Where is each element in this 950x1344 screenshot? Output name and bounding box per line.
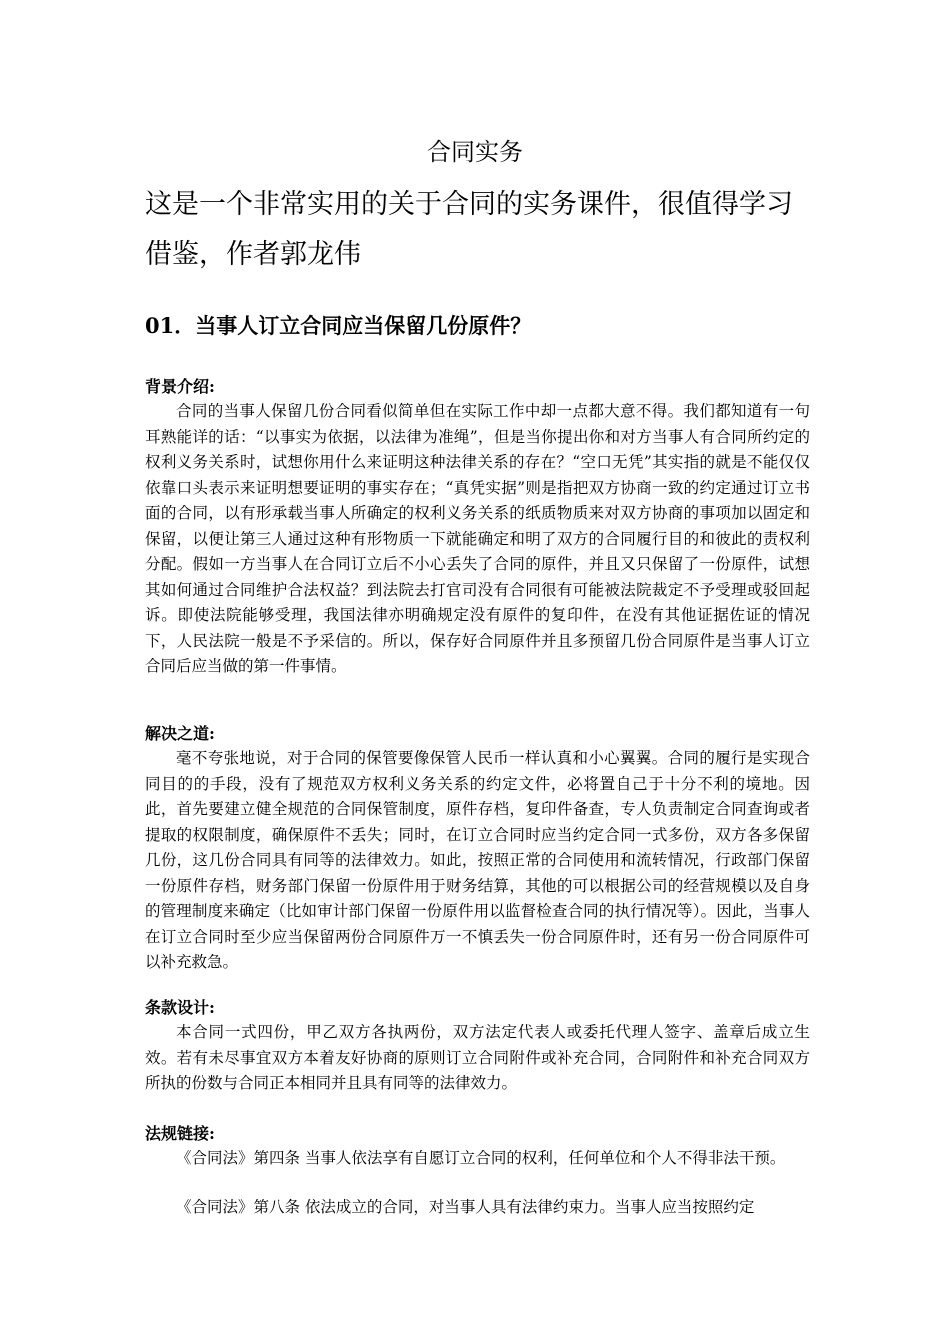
section-paragraph-solution: 毫不夸张地说，对于合同的保管要像保管人民币一样认真和小心翼翼。合同的履行是实现合同目的的手段，没有了规范双方权利义务关系的约定文件，必将置自己于十分不利的境地。因此，首先要建立健全规范的合同保管制度，原件存档，复印件备查，专人负责制定合同查询或者提取的权限制度，确保原件不丢失；同时，在订立合同时应当约定合同一式多份，双方各多保留几份，这几份合同具有同等的法律效力。如此，按照正常的合同使用和流转情况，行政部门保留一份原件存档，财务部门保留一份原件用于财务结算，其他的可以根据公司的经营规模以及自身的管理制度来确定（比如审计部门保留一份原件用以监督检查合同的执行情况等）。因此，当事人在订立合同时至少应当保留两份合同原件万一不慎丢失一份合同原件时，还有另一份合同原件可以补充救急。 (145, 749, 810, 971)
section-heading-law-links: 法规链接: (145, 1124, 215, 1143)
section-paragraph-background: 合同的当事人保留几份合同看似简单但在实际工作中却一点都大意不得。我们都知道有一句耳熟能详的话：“以事实为依据，以法律为准绳”，但是当你提出你和对方当事人有合同所约定的权利义务关系时，试想你用什么来证明这种法律关系的存在？“空口无凭”其实指的就是不能仅仅依靠口头表示来证明想要证明的事实存在；“真凭实据”则是指把双方协商一致的约定通过订立书面的合同，以有形承载当事人所确定的权利义务关系的纸质物质来对双方协商的事项加以固定和保留，以便让第三人通过这种有形物质一下就能确定和明了双方的合同履行目的和彼此的责权利分配。假如一方当事人在合同订立后不小心丢失了合同的原件，并且又只保留了一份原件，试想其如何通过合同维护合法权益？到法院去打官司没有合同很有可能被法院裁定不予受理或驳回起诉。即使法院能够受理，我国法律亦明确规定没有原件的复印件，在没有其他证据佐证的情况下，人民法院一般是不予采信的。所以，保存好合同原件并且多预留几份合同原件是当事人订立合同后应当做的第一件事情。 (145, 402, 810, 675)
section-paragraph-law-article-8: 《合同法》第八条 依法成立的合同，对当事人具有法律约束力。当事人应当按照约定 (176, 1198, 755, 1216)
section-paragraph-law-article-4: 《合同法》第四条 当事人依法享有自愿订立合同的权利，任何单位和个人不得非法干预。 (176, 1149, 786, 1167)
section-paragraph-clause-design: 本合同一式四份，甲乙双方各执两份，双方法定代表人或委托代理人签字、盖章后成立生效。若有未尽事宜双方本着友好协商的原则订立合同附件或补充合同，合同附件和补充合同双方所执的份数与合同正本相同并且具有同等的法律效力。 (145, 1023, 810, 1092)
document-subtitle: 这是一个非常实用的关于合同的实务课件，很值得学习借鉴，作者郭龙伟 (145, 189, 793, 270)
document-title: 合同实务 (427, 138, 523, 166)
question-title: 01．当事人订立合同应当保留几份原件？ (145, 313, 532, 338)
section-heading-solution: 解决之道: (145, 724, 215, 743)
section-heading-clause-design: 条款设计: (145, 998, 215, 1017)
section-heading-background: 背景介绍: (145, 377, 215, 396)
